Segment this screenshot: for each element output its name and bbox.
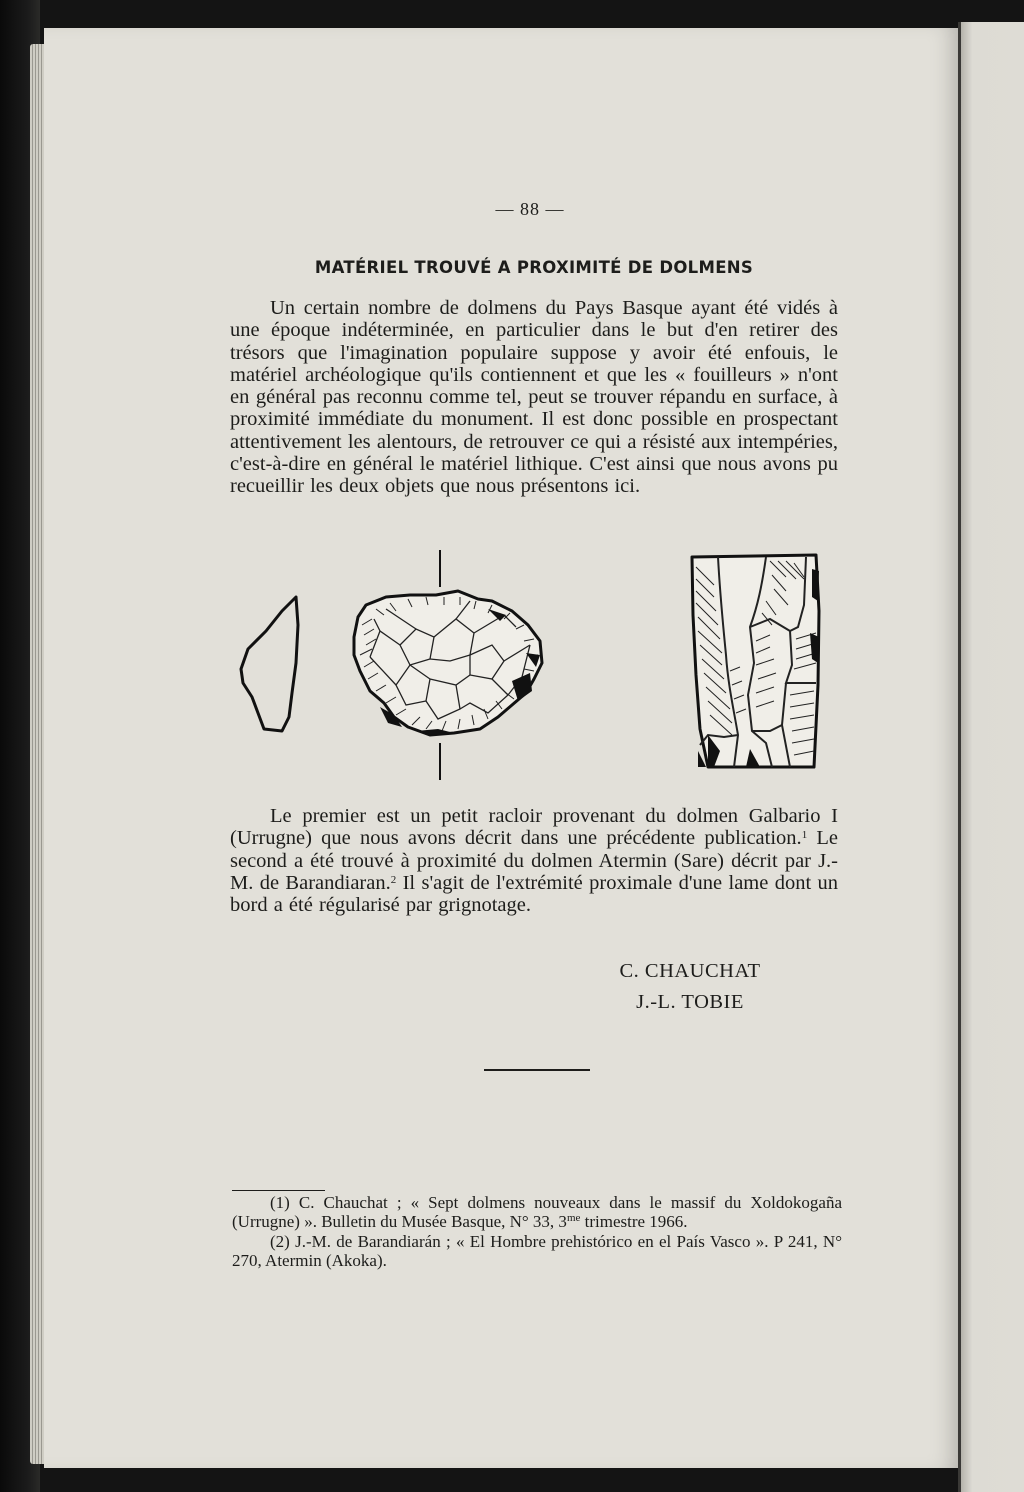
footnote-1-superscript: me (566, 1211, 581, 1224)
footnote-2: (2) J.-M. de Barandiarán ; « El Hombre prehistórico en el País Vasco ». P 241, N° 270, Atermin (Akoka). (232, 1232, 842, 1270)
footnote-rule (232, 1190, 325, 1191)
blade-drawing (692, 555, 819, 767)
artifact-figure (230, 545, 840, 785)
footnote-1 (232, 1194, 842, 1231)
author-name: J.-L. TOBIE (636, 991, 744, 1013)
paragraph-description-part-3: Il s'agit de l'extrémité proximale d'une lame dont un bord a été régularisé par grignotage. (230, 871, 839, 917)
artifact-drawings (230, 545, 840, 785)
paragraph-intro: Un certain nombre de dolmens du Pays Basque ayant été vidés à une époque indéterminée, en particulier dans le but d'en retirer des trésors que l'imagination populaire suppose y avoir été enfouis, le matériel archéologique qu'ils contiennent et que les « fouilleurs » n'ont en général pas reconnu comme tel, peut se trouver répandu en surface, à proximité immédiate du monument. Il est donc possible en prospectant attentivement les alentours, de retrouver ce qui a résisté aux intempéries, c'est-à-dire en général le matériel lithique. C'est ainsi que nous avons pu recueillir les deux objets que nous présentons ici. (230, 297, 838, 498)
article-title: MATÉRIEL TROUVÉ A PROXIMITÉ DE DOLMENS (314, 258, 754, 277)
page-gutter (958, 22, 961, 1492)
scraper-drawing (354, 591, 542, 735)
section-end-rule (484, 1069, 590, 1071)
paragraph-description-part-1: Le premier est un petit racloir provenant du dolmen Galbario I (Urrugne) que nous avons décrit dans une précédente publication. (230, 805, 838, 850)
author-name: C. CHAUCHAT (619, 960, 761, 982)
paragraph-description (230, 805, 838, 916)
next-page-edge (961, 22, 1024, 1492)
author-block (560, 956, 820, 1018)
footnote-ref-2: 2 (390, 873, 397, 886)
footnote-1-text: (1) C. Chauchat ; « Sept dolmens nouveaux dans le massif du Xoldokogaña (Urrugne) ». Bulletin du Musée Basque, N° 33, 3 (232, 1193, 842, 1231)
scraper-profile-drawing (241, 597, 298, 731)
footnote-ref-1: 1 (801, 829, 808, 842)
footnote-1-text-end: trimestre 1966. (580, 1211, 688, 1231)
page-number: — 88 — (495, 199, 565, 219)
paragraph-description-part-2: Le second a été trouvé à proximité du dolmen Atermin (Sare) décrit par J.-M. de Barandiaran. (230, 827, 839, 894)
